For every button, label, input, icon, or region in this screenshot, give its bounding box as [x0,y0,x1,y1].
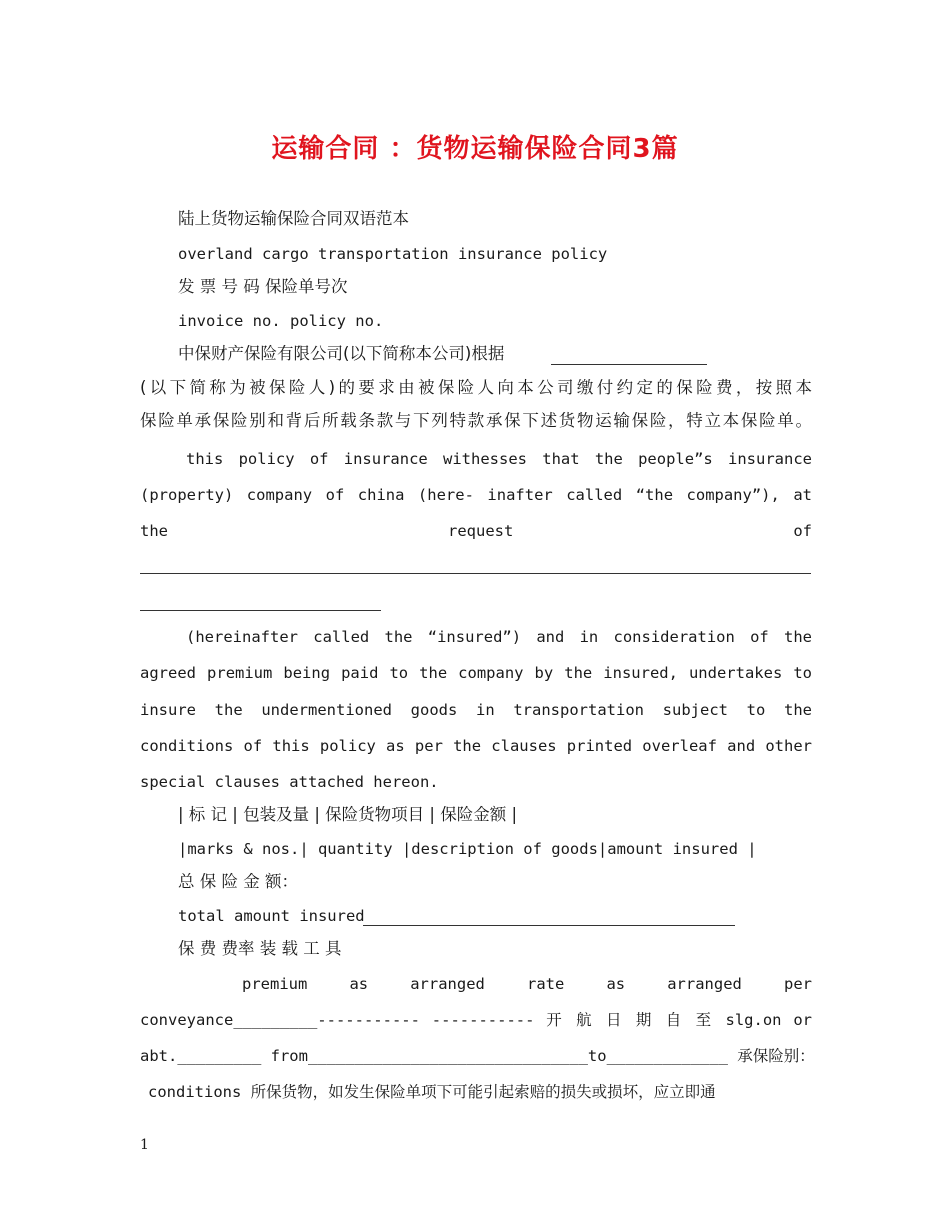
line-insurer-basis [140,343,812,365]
line-policy-name-en: overland cargo transportation insurance policy [178,245,608,263]
blank-line-total-amount [363,925,735,926]
line-en-para-1: this policy of insurance withesses that the people”s insurance [186,450,812,468]
line-premium-cn: 保 费 费率 装 载 工 具 [178,939,342,958]
blank-line-insured-name-cont [140,610,381,611]
line-sailing-date: abt._________ from______________________________to_____________ 承保险别： [140,1047,815,1065]
blank-line-basis [551,364,707,365]
line-en-para-3: the request of [140,522,812,540]
line-en-para-8: special clauses attached hereon. [140,773,439,791]
line-en-para-6: insure the undermentioned goods in transportation subject to the [140,701,812,719]
line-invoice-cn: 发 票 号 码 保险单号次 [178,277,348,296]
document-title: 运输合同 ：货物运输保险合同3篇 [271,134,679,164]
total-amount-label: total amount insured [178,907,365,925]
line-cn-para-1: (以下简称为被保险人)的要求由被保险人向本公司缴付约定的保险费，按照本 [140,378,812,397]
table-header-cn: | 标 记 | 包装及量 | 保险货物项目 | 保险金额 | [178,805,517,824]
line-premium-en: premium as arranged rate as arranged per [242,975,812,993]
line-en-para-7: conditions of this policy as per the clauses printed overleaf and other [140,737,812,755]
line-total-amount-en [140,905,812,927]
line-en-para-2: (property) company of china (here- inafter called “the company”), at [140,486,812,504]
line-en-para-4: (hereinafter called the “insured”) and in consideration of the [186,628,812,646]
line-conditions: conditions 所保货物，如发生保险单项下可能引起索赔的损失或损坏，应立即通 [148,1083,716,1101]
line-invoice-en: invoice no. policy no. [178,312,384,330]
line-policy-name-cn: 陆上货物运输保险合同双语范本 [178,209,409,228]
line-conveyance: conveyance_________----------- ----------- 开 航 日 期 自 至 slg.on or [140,1011,812,1029]
line-total-amount-cn: 总 保 险 金 额： [178,872,298,891]
table-header-en: |marks & nos.| quantity |description of goods|amount insured | [178,840,757,858]
insurer-basis-text: 中保财产保险有限公司(以下简称本公司)根据 [178,344,505,363]
line-cn-para-2: 保险单承保险别和背后所载条款与下列特款承保下述货物运输保险，特立本保险单。 [140,411,812,430]
line-en-para-5: agreed premium being paid to the company by the insured, undertakes to [140,664,812,682]
blank-line-insured-name [140,573,811,574]
page-number: 1 [140,1137,149,1153]
